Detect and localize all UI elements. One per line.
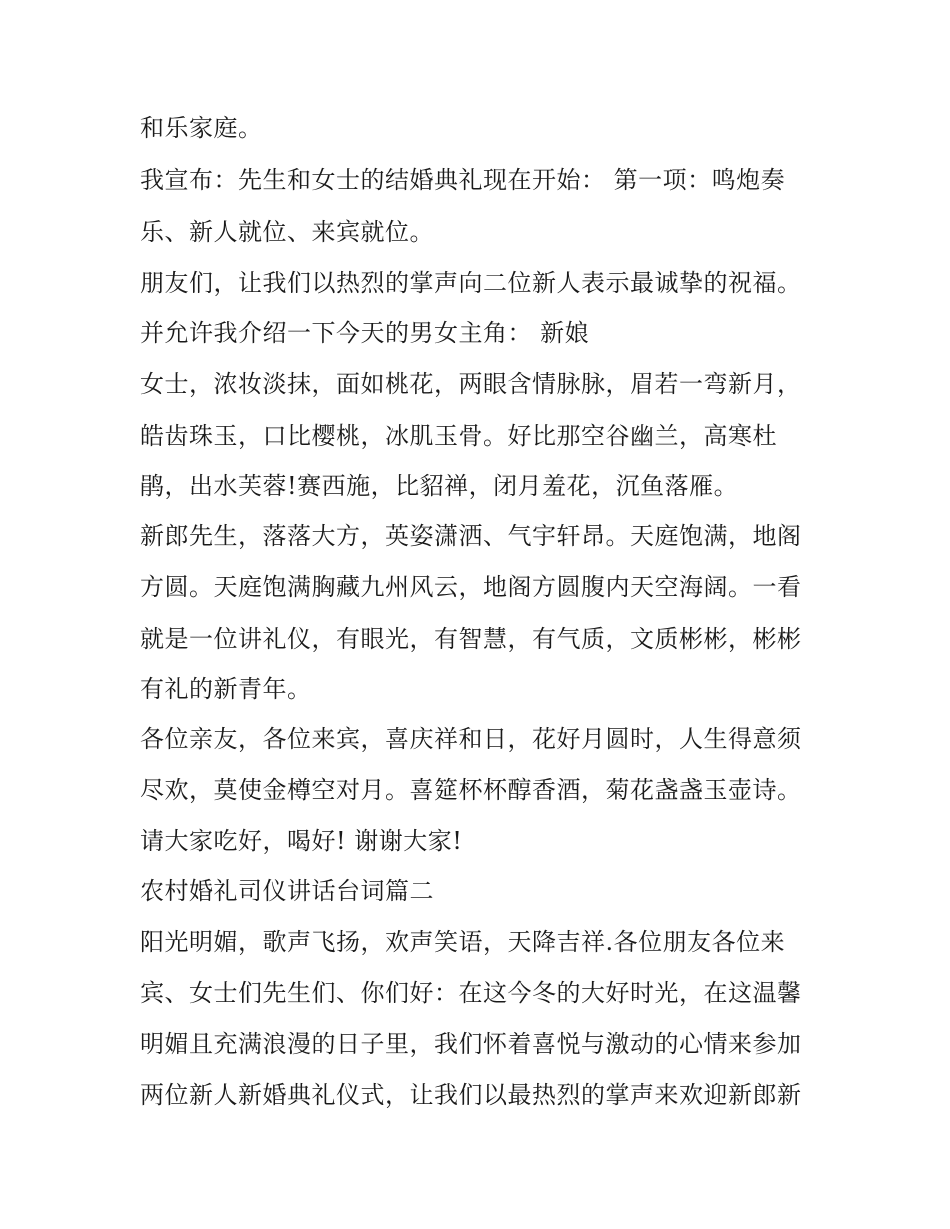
- section-heading: 农村婚礼司仪讲话台词篇二: [140, 877, 434, 905]
- text-line: 我宣布：先生和女士的结婚典礼现在开始： 第一项：鸣炮奏: [140, 166, 786, 194]
- text-line: 和乐家庭。: [140, 114, 263, 142]
- text-line: 宾、女士们先生们、你们好：在这今冬的大好时光，在这温馨: [140, 979, 802, 1007]
- text-line: 请大家吃好，喝好! 谢谢大家!: [140, 827, 463, 855]
- text-line: 新郎先生，落落大方，英姿潇洒、气宇轩昂。天庭饱满，地阁: [140, 522, 802, 550]
- text-line: 明媚且充满浪漫的日子里，我们怀着喜悦与激动的心情来参加: [140, 1030, 802, 1058]
- text-line: 乐、新人就位、来宾就位。: [140, 218, 434, 246]
- text-line: 阳光明媚，歌声飞扬，欢声笑语，天降吉祥.各位朋友各位来: [140, 928, 786, 956]
- text-line: 尽欢，莫使金樽空对月。喜筵杯杯醇香酒，菊花盏盏玉壶诗。: [140, 776, 802, 804]
- text-line: 方圆。天庭饱满胸藏九州风云，地阁方圆腹内天空海阔。一看: [140, 573, 802, 601]
- text-line: 两位新人新婚典礼仪式，让我们以最热烈的掌声来欢迎新郎新: [140, 1081, 802, 1109]
- text-line: 皓齿珠玉，口比樱桃，冰肌玉骨。好比那空谷幽兰，高寒杜: [140, 422, 777, 450]
- text-line: 各位亲友，各位来宾，喜庆祥和日，花好月圆时，人生得意须: [140, 725, 802, 753]
- text-line: 鹃，出水芙蓉!赛西施，比貂禅，闭月羞花，沉鱼落雁。: [140, 472, 739, 500]
- text-line: 女士，浓妆淡抹，面如桃花，两眼含情脉脉，眉若一弯新月，: [140, 370, 802, 398]
- text-line: 有礼的新青年。: [140, 675, 312, 703]
- text-line: 并允许我介绍一下今天的男女主角： 新娘: [140, 319, 590, 347]
- text-line: 就是一位讲礼仪，有眼光，有智慧，有气质，文质彬彬，彬彬: [140, 625, 802, 653]
- text-line: 朋友们，让我们以热烈的掌声向二位新人表示最诚挚的祝福。: [140, 269, 802, 297]
